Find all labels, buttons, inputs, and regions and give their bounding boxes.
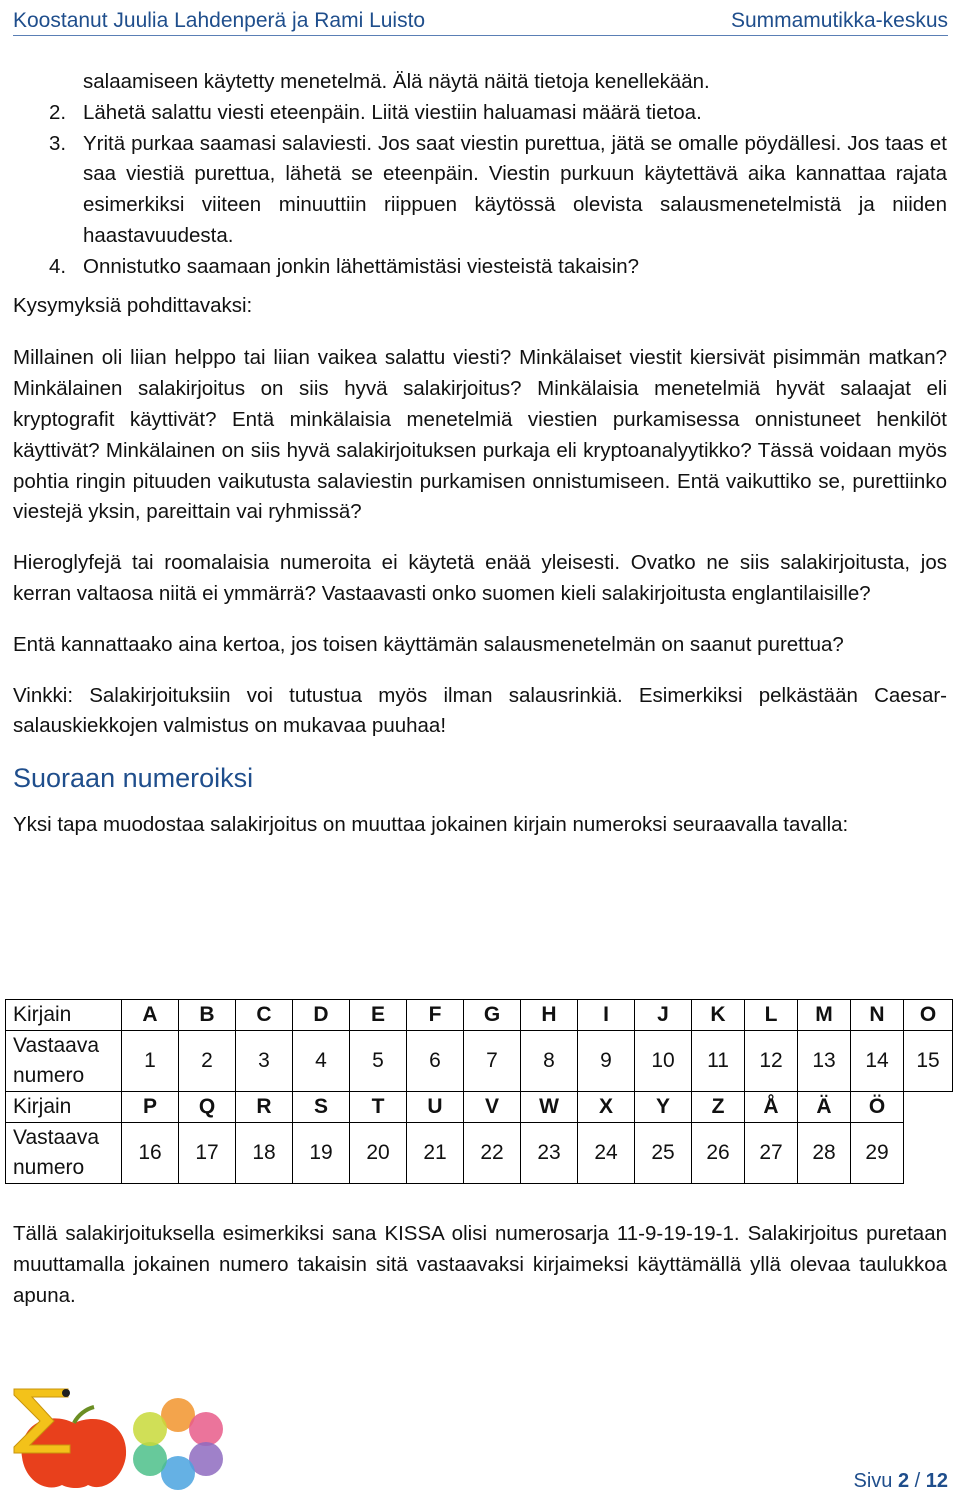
list-item: 4. Onnistutko saamaan jonkin lähettämistäsi viesteistä takaisin? xyxy=(49,254,640,278)
table-cell: R xyxy=(236,1092,293,1123)
table-cell: 25 xyxy=(635,1123,692,1184)
table-cell: V xyxy=(464,1092,521,1123)
table-cell: C xyxy=(236,1000,293,1031)
section-title: Suoraan numeroiksi xyxy=(13,763,254,794)
table-cell: Q xyxy=(179,1092,236,1123)
table-row-letters-1 xyxy=(6,1000,953,1031)
section-intro: Yksi tapa muodostaa salakirjoitus on muuttaa jokainen kirjain numeroksi seuraavalla tavalla: xyxy=(13,813,849,837)
table-row-letters-2 xyxy=(6,1092,953,1123)
table-cell: S xyxy=(293,1092,350,1123)
table-cell: 17 xyxy=(179,1123,236,1184)
table-cell: 19 xyxy=(293,1123,350,1184)
list-item: 2. Lähetä salattu viesti eteenpäin. Liitä viestiin haluamasi määrä tietoa. xyxy=(49,100,702,124)
table-cell: G xyxy=(464,1000,521,1031)
table-cell: B xyxy=(179,1000,236,1031)
row-label: Kirjain xyxy=(6,1000,122,1031)
table-cell: 27 xyxy=(745,1123,798,1184)
list-item: 3. Yritä purkaa saamasi salaviesti. Jos saat viestin purettua, jätä se omalle pöydällesi. Jos taas et saa viestiä purettua, lähetä se eteenpäin. Viestin purkuun käytettävä aika kannattaa rajata esimerkiksi viiteen minuuttiin riippuen käytössä olevista salausmenetelmistä ja niiden haastavuudesta. xyxy=(49,131,947,247)
instruction-list xyxy=(13,67,947,283)
table-cell: Y xyxy=(635,1092,692,1123)
table-cell: F xyxy=(407,1000,464,1031)
questions-heading: Kysymyksiä pohdittavaksi: xyxy=(13,293,253,317)
table-cell: Ä xyxy=(798,1092,851,1123)
row-label: Vastaava numero xyxy=(6,1031,122,1092)
table-cell: U xyxy=(407,1092,464,1123)
table-cell: 16 xyxy=(122,1123,179,1184)
table-cell: H xyxy=(521,1000,578,1031)
flower-icon xyxy=(133,1398,223,1490)
table-cell: 10 xyxy=(635,1031,692,1092)
table-cell: 26 xyxy=(692,1123,745,1184)
table-cell: Ö xyxy=(851,1092,904,1123)
table-row-numbers-2 xyxy=(6,1123,953,1184)
table-cell: D xyxy=(293,1000,350,1031)
table-cell: 12 xyxy=(745,1031,798,1092)
table-cell: 9 xyxy=(578,1031,635,1092)
table-cell: I xyxy=(578,1000,635,1031)
table-cell: 18 xyxy=(236,1123,293,1184)
table-cell: W xyxy=(521,1092,578,1123)
closing-section xyxy=(13,1219,947,1311)
table-cell: T xyxy=(350,1092,407,1123)
table-cell: X xyxy=(578,1092,635,1123)
page-header xyxy=(13,5,948,36)
table-cell: A xyxy=(122,1000,179,1031)
table-cell: K xyxy=(692,1000,745,1031)
logo-area xyxy=(8,1385,248,1493)
row-label: Kirjain xyxy=(6,1092,122,1123)
main-content xyxy=(13,67,947,841)
table-cell: Å xyxy=(745,1092,798,1123)
table-cell: M xyxy=(798,1000,851,1031)
table-cell: 3 xyxy=(236,1031,293,1092)
table-cell: 21 xyxy=(407,1123,464,1184)
table-cell: 22 xyxy=(464,1123,521,1184)
table-cell: 28 xyxy=(798,1123,851,1184)
paragraph-example: Tällä salakirjoituksella esimerkiksi sana KISSA olisi numerosarja 11-9-19-19-1. Salakirjoitus puretaan muuttamalla jokainen numero takaisin sitä vastaavaksi kirjaimeksi käyttämällä yllä olevaa taulukkoa apuna. xyxy=(13,1222,947,1307)
summamutikka-logo xyxy=(8,1385,248,1493)
row-label: Vastaava numero xyxy=(6,1123,122,1184)
header-organization: Summamutikka-keskus xyxy=(730,9,948,32)
table-cell: P xyxy=(122,1092,179,1123)
list-item-1-continued: salaamiseen käytetty menetelmä. Älä näytä näitä tietoja kenellekään. xyxy=(83,70,710,93)
table-cell: 6 xyxy=(407,1031,464,1092)
table-cell: N xyxy=(851,1000,904,1031)
table-cell: 11 xyxy=(692,1031,745,1092)
table-cell: E xyxy=(350,1000,407,1031)
table-cell: 5 xyxy=(350,1031,407,1092)
table-row-numbers-1 xyxy=(6,1031,953,1092)
table-cell: 4 xyxy=(293,1031,350,1092)
table-cell: 14 xyxy=(851,1031,904,1092)
cipher-table xyxy=(5,999,953,1184)
paragraph-tip: Vinkki: Salakirjoituksiin voi tutustua myös ilman salausrinkiä. Esimerkiksi pelkästään Caesar-salauskiekkojen valmistus on mukavaa puuhaa! xyxy=(13,683,947,738)
table-cell: 29 xyxy=(851,1123,904,1184)
page-number: Sivu 2 / 12 xyxy=(853,1470,948,1492)
paragraph-tell: Entä kannattaako aina kertoa, jos toisen käyttämän salausmenetelmän on saanut purettua? xyxy=(13,632,844,656)
table-cell: 24 xyxy=(578,1123,635,1184)
table-cell: 13 xyxy=(798,1031,851,1092)
table-cell: O xyxy=(904,1000,953,1031)
apple-sigma-icon xyxy=(14,1389,126,1488)
paragraph-hieroglyphs: Hieroglyfejä tai roomalaisia numeroita ei käytetä enää yleisesti. Ovatko ne siis salakirjoitusta, jos kerran valtaosa niitä ei ymmärrä? Vastaavasti onko suomen kieli salakirjoitusta englantilaisille? xyxy=(13,551,947,605)
table-cell: 2 xyxy=(179,1031,236,1092)
table-cell: 20 xyxy=(350,1123,407,1184)
table-cell: 8 xyxy=(521,1031,578,1092)
header-authors: Koostanut Juulia Lahdenperä ja Rami Luisto xyxy=(13,9,426,32)
empty-cell xyxy=(904,1092,953,1123)
empty-cell xyxy=(904,1123,953,1184)
table-cell: Z xyxy=(692,1092,745,1123)
table-cell: J xyxy=(635,1000,692,1031)
table-cell: 1 xyxy=(122,1031,179,1092)
table-cell: 23 xyxy=(521,1123,578,1184)
table-cell: L xyxy=(745,1000,798,1031)
table-cell: 7 xyxy=(464,1031,521,1092)
paragraph-questions: Millainen oli liian helppo tai liian vaikea salattu viesti? Minkälaiset viestit kiersivät pisimmän matkan? Minkälainen salakirjoitus on siis hyvä salakirjoitus? Minkälaisia menetelmiä hyvät salaajat eli kryptografit käyttivät? Entä minkälaisia menetelmiä viestien purkamisessa onnistuneet henkilöt käyttivät? Minkälainen on siis hyvä salakirjoituksen purkaja eli kryptoanalyytikko? Tässä voidaan myös pohtia ringin pituuden vaikutusta salaviestin purkamisen onnistumiseen. Entä vaikuttiko se, purettiinko viestejä yksin, pareittain vai ryhmissä? xyxy=(13,346,947,524)
table-cell: 15 xyxy=(904,1031,953,1092)
